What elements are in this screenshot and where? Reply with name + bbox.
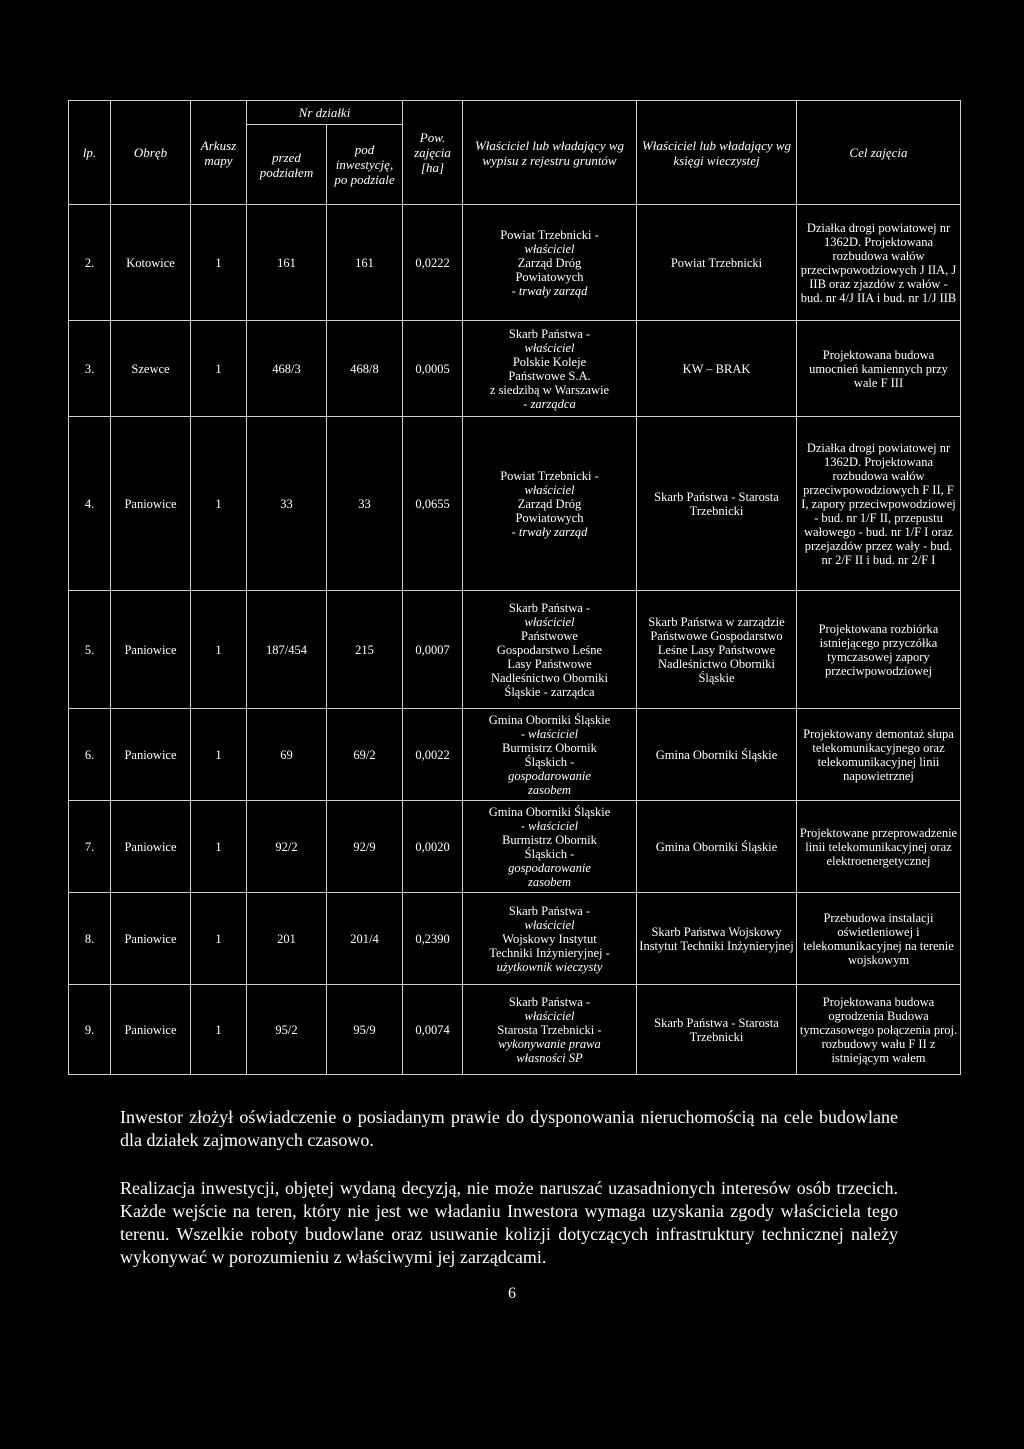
cell-pow: 0,2390 — [403, 893, 463, 985]
cell-arkusz: 1 — [191, 591, 247, 709]
cell-po: 69/2 — [327, 709, 403, 801]
owner-line: właściciel — [524, 1008, 575, 1023]
cell-lp: 6. — [69, 709, 111, 801]
owner-line: Polskie Koleje — [512, 354, 587, 369]
cell-wlasciciel-rejestr — [463, 321, 637, 417]
header-wlasciciel-ksiega: Właściciel lub władający wg księgi wieczystej — [637, 101, 797, 205]
cell-cel: Projektowana rozbiórka istniejącego przyczółka tymczasowej zapory przeciwpowodziowej — [797, 591, 961, 709]
cell-wlasciciel-ksiega: Gmina Oborniki Śląskie — [637, 801, 797, 893]
cell-cel: Działka drogi powiatowej nr 1362D. Projektowana rozbudowa wałów przeciwpowodziowych J IIA, J IIB oraz zjazdów z wałów - bud. nr 4/J IIA i bud. nr 1/J IIB — [797, 205, 961, 321]
owner-line: własności SP — [516, 1050, 583, 1065]
header-lp: lp. — [69, 101, 111, 205]
owner-line: Skarb Państwa - — [508, 994, 591, 1009]
cell-po: 95/9 — [327, 985, 403, 1075]
cell-pow: 0,0074 — [403, 985, 463, 1075]
cell-lp: 7. — [69, 801, 111, 893]
cell-wlasciciel-ksiega: Skarb Państwa Wojskowy Instytut Techniki Inżynieryjnej — [637, 893, 797, 985]
cell-arkusz: 1 — [191, 709, 247, 801]
cell-przed: 92/2 — [247, 801, 327, 893]
cell-przed: 201 — [247, 893, 327, 985]
cell-lp: 2. — [69, 205, 111, 321]
cell-arkusz: 1 — [191, 801, 247, 893]
cell-po: 33 — [327, 417, 403, 591]
owner-line: gospodarowanie — [508, 860, 591, 875]
cell-obreb: Paniowice — [111, 709, 191, 801]
cell-wlasciciel-rejestr — [463, 893, 637, 985]
header-obreb: Obręb — [111, 101, 191, 205]
cell-arkusz: 1 — [191, 321, 247, 417]
owner-line: zasobem — [527, 782, 572, 797]
owner-line: Lasy Państwowe — [507, 656, 592, 671]
owner-line: Nadleśnictwo Oborniki — [491, 670, 608, 685]
cell-przed: 69 — [247, 709, 327, 801]
paragraph-realizacja: Realizacja inwestycji, objętej wydaną decyzją, nie może naruszać uzasadnionych interesów osób trzecich. Każde wejście na teren, który nie jest we władaniu Inwestora wymaga uzyskania zgody właściciela tego terenu. Wszelkie roboty budowlane oraz usuwanie kolizji dotyczących infrastruktury technicznej należy wykonywać w porozumieniu z właściwymi jej zarządcami. — [120, 1178, 898, 1267]
page-number: 6 — [508, 1285, 516, 1302]
owner-line: gospodarowanie — [508, 768, 591, 783]
cell-obreb: Paniowice — [111, 801, 191, 893]
table-body — [69, 205, 961, 1075]
owner-line: Śląskich - — [524, 846, 575, 861]
cell-cel: Projektowana budowa umocnień kamiennych przy wale F III — [797, 321, 961, 417]
header-przed: przed podziałem — [247, 125, 327, 205]
cell-arkusz: 1 — [191, 893, 247, 985]
cell-po: 215 — [327, 591, 403, 709]
table-row — [69, 591, 961, 709]
cell-wlasciciel-rejestr — [463, 417, 637, 591]
cell-obreb: Paniowice — [111, 591, 191, 709]
cell-obreb: Kotowice — [111, 205, 191, 321]
owner-line: Skarb Państwa - — [508, 600, 591, 615]
owner-line: Burmistrz Obornik — [502, 740, 597, 755]
owner-line: właściciel — [524, 340, 575, 355]
owner-line: Państwowe S.A. — [508, 368, 591, 383]
cell-cel: Przebudowa instalacji oświetleniowej i telekomunikacyjnej na terenie wojskowym — [797, 893, 961, 985]
cell-obreb: Szewce — [111, 321, 191, 417]
cell-wlasciciel-ksiega: Skarb Państwa w zarządzie Państwowe Gospodarstwo Leśne Lasy Państwowe Nadleśnictwo Oborniki Śląskie — [637, 591, 797, 709]
owner-line: Gospodarstwo Leśne — [496, 642, 603, 657]
cell-lp: 5. — [69, 591, 111, 709]
cell-cel: Działka drogi powiatowej nr 1362D. Projektowana rozbudowa wałów przeciwpowodziowych F II, F I, zapory przeciwpowodziowej - bud. nr 1/F II, przepustu wałowego - bud. nr 1/F I oraz przejazdów przez wały - bud. nr 2/F II i bud. nr 2/F I — [797, 417, 961, 591]
table-row — [69, 893, 961, 985]
owner-line: Powiat Trzebnicki - — [500, 227, 599, 242]
owner-line: Powiatowych — [515, 510, 584, 525]
owner-line: Techniki Inżynieryjnej - — [489, 945, 610, 960]
header-cel: Cel zajęcia — [797, 101, 961, 205]
cell-przed: 187/454 — [247, 591, 327, 709]
cell-cel: Projektowany demontaż słupa telekomunikacyjnego oraz telekomunikacyjnej linii napowietrznej — [797, 709, 961, 801]
owner-line: - zarządca — [523, 396, 576, 411]
cell-po: 161 — [327, 205, 403, 321]
header-pow: Pow. zajęcia [ha] — [403, 101, 463, 205]
owner-line: użytkownik wieczysty — [496, 959, 603, 974]
owner-line: Państwowe — [521, 628, 578, 643]
owner-line: wykonywanie prawa — [498, 1036, 601, 1051]
owner-line: Wojskowy Instytut — [502, 931, 597, 946]
owner-line: właściciel — [524, 482, 575, 497]
cell-wlasciciel-ksiega: Skarb Państwa - Starosta Trzebnicki — [637, 985, 797, 1075]
cell-arkusz: 1 — [191, 985, 247, 1075]
owner-line: zasobem — [527, 874, 572, 889]
owner-line: Śląskie - zarządca — [504, 684, 595, 699]
cell-wlasciciel-rejestr — [463, 591, 637, 709]
cell-wlasciciel-ksiega: Skarb Państwa - Starosta Trzebnicki — [637, 417, 797, 591]
owner-line: Skarb Państwa - — [508, 903, 591, 918]
header-pod: pod inwestycję, po podziale — [327, 125, 403, 205]
owner-line: Powiat Trzebnicki - — [500, 468, 599, 483]
owner-line: Burmistrz Obornik — [502, 832, 597, 847]
owner-line: właściciel — [524, 917, 575, 932]
owner-line: Gmina Oborniki Śląskie — [488, 712, 611, 727]
paragraph-oswiadczenie: Inwestor złożył oświadczenie o posiadanym prawie do dysponowania nieruchomością na cele budowlane dla działek zajmowanych czasowo. — [120, 1107, 898, 1150]
cell-przed: 468/3 — [247, 321, 327, 417]
cell-cel: Projektowane przeprowadzenie linii telekomunikacyjnej oraz elektroenergetycznej — [797, 801, 961, 893]
cell-wlasciciel-rejestr — [463, 801, 637, 893]
cell-wlasciciel-ksiega: Powiat Trzebnicki — [637, 205, 797, 321]
parcel-table — [68, 100, 961, 1075]
cell-pow: 0,0222 — [403, 205, 463, 321]
table-row — [69, 709, 961, 801]
cell-pow: 0,0007 — [403, 591, 463, 709]
cell-wlasciciel-ksiega: KW – BRAK — [637, 321, 797, 417]
owner-line: z siedzibą w Warszawie — [489, 382, 610, 397]
owner-line: właściciel — [524, 241, 575, 256]
cell-wlasciciel-rejestr — [463, 985, 637, 1075]
owner-line: - trwały zarząd — [511, 524, 588, 539]
cell-pow: 0,0022 — [403, 709, 463, 801]
table-row — [69, 417, 961, 591]
owner-line: Starosta Trzebnicki - — [497, 1022, 602, 1037]
cell-wlasciciel-rejestr — [463, 709, 637, 801]
cell-arkusz: 1 — [191, 205, 247, 321]
cell-lp: 9. — [69, 985, 111, 1075]
header-nr-dzialki: Nr działki — [247, 101, 403, 125]
table-row — [69, 985, 961, 1075]
owner-line: - właściciel — [520, 818, 579, 833]
owner-line: Powiatowych — [515, 269, 584, 284]
owner-line: Skarb Państwa - — [508, 326, 591, 341]
owner-line: Śląskich - — [524, 754, 575, 769]
owner-line: Zarząd Dróg — [517, 496, 582, 511]
cell-przed: 33 — [247, 417, 327, 591]
cell-pow: 0,0020 — [403, 801, 463, 893]
cell-lp: 8. — [69, 893, 111, 985]
table-row — [69, 321, 961, 417]
cell-po: 201/4 — [327, 893, 403, 985]
owner-line: Zarząd Dróg — [517, 255, 582, 270]
cell-pow: 0,0655 — [403, 417, 463, 591]
cell-obreb: Paniowice — [111, 893, 191, 985]
cell-cel: Projektowana budowa ogrodzenia Budowa tymczasowego połączenia proj. rozbudowy wału F II z istniejącym wałem — [797, 985, 961, 1075]
header-wlasciciel-rejestr: Właściciel lub władający wg wypisu z rejestru gruntów — [463, 101, 637, 205]
cell-obreb: Paniowice — [111, 985, 191, 1075]
cell-po: 468/8 — [327, 321, 403, 417]
cell-przed: 95/2 — [247, 985, 327, 1075]
cell-wlasciciel-rejestr — [463, 205, 637, 321]
owner-line: właściciel — [524, 614, 575, 629]
table-row — [69, 801, 961, 893]
owner-line: - właściciel — [520, 726, 579, 741]
table-row — [69, 205, 961, 321]
cell-lp: 3. — [69, 321, 111, 417]
cell-obreb: Paniowice — [111, 417, 191, 591]
owner-line: Gmina Oborniki Śląskie — [488, 804, 611, 819]
cell-przed: 161 — [247, 205, 327, 321]
cell-po: 92/9 — [327, 801, 403, 893]
cell-lp: 4. — [69, 417, 111, 591]
header-arkusz: Arkusz mapy — [191, 101, 247, 205]
cell-pow: 0,0005 — [403, 321, 463, 417]
owner-line: - trwały zarząd — [511, 283, 588, 298]
cell-arkusz: 1 — [191, 417, 247, 591]
cell-wlasciciel-ksiega: Gmina Oborniki Śląskie — [637, 709, 797, 801]
